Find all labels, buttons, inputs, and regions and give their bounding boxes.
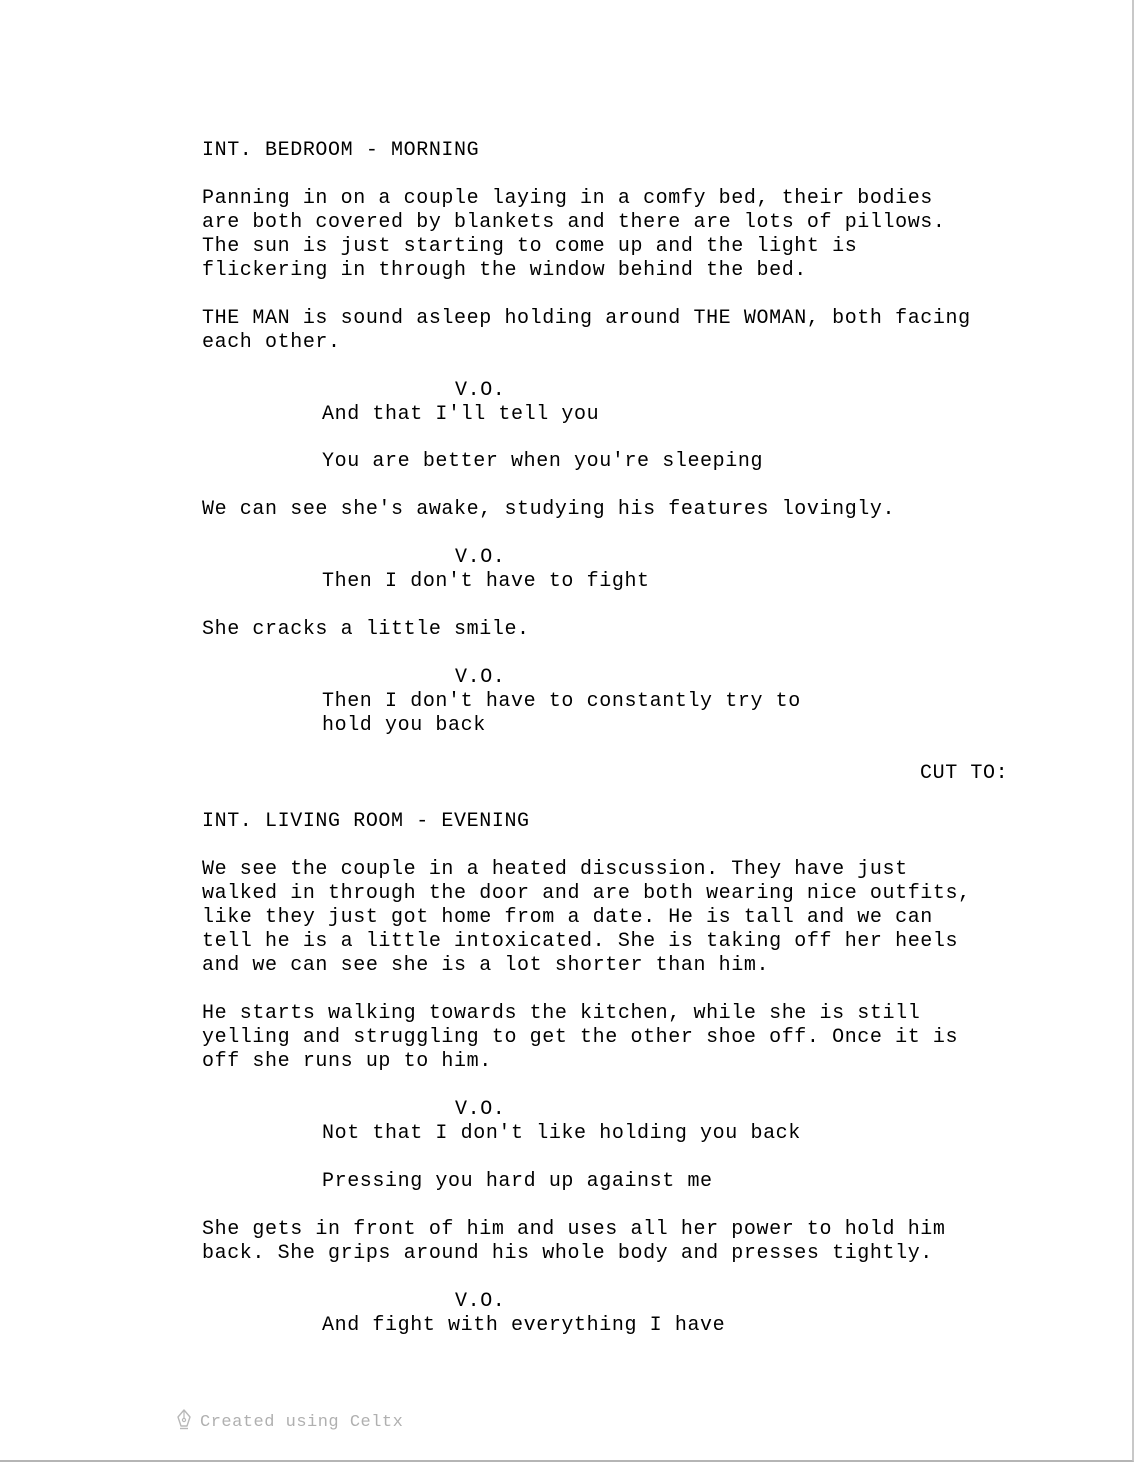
action-line: back. She grips around his whole body and presses tightly. xyxy=(202,1242,933,1265)
action-line: We see the couple in a heated discussion. They have just xyxy=(202,858,908,881)
action-line: Panning in on a couple laying in a comfy bed, their bodies xyxy=(202,187,933,210)
action-line: yelling and struggling to get the other shoe off. Once it is xyxy=(202,1026,959,1049)
action-line: like they just got home from a date. He is tall and we can xyxy=(202,906,933,929)
action-line: and we can see she is a lot shorter than him. xyxy=(202,954,770,977)
action-line: THE MAN is sound asleep holding around THE WOMAN, both facing xyxy=(202,307,971,330)
action-line: He starts walking towards the kitchen, while she is still xyxy=(202,1002,921,1025)
scene-heading: INT. LIVING ROOM - EVENING xyxy=(202,810,530,833)
celtx-footer xyxy=(176,1410,403,1434)
action-line: off she runs up to him. xyxy=(202,1050,492,1073)
action-line: walked in through the door and are both wearing nice outfits, xyxy=(202,882,971,905)
character-cue: V.O. xyxy=(455,666,506,689)
character-cue: V.O. xyxy=(455,379,506,402)
action-line: each other. xyxy=(202,331,341,354)
dialogue-line: Then I don't have to constantly try to xyxy=(322,690,801,713)
action-line: She gets in front of him and uses all her power to hold him xyxy=(202,1218,946,1241)
action-line: flickering in through the window behind the bed. xyxy=(202,259,807,282)
action-line: tell he is a little intoxicated. She is taking off her heels xyxy=(202,930,959,953)
action-line: are both covered by blankets and there are lots of pillows. xyxy=(202,211,946,234)
dialogue-line: And fight with everything I have xyxy=(322,1314,726,1337)
transition: CUT TO: xyxy=(920,762,1009,785)
action-line: The sun is just starting to come up and the light is xyxy=(202,235,858,258)
dialogue-line: Pressing you hard up against me xyxy=(322,1170,713,1193)
scene-heading: INT. BEDROOM - MORNING xyxy=(202,139,480,162)
character-cue: V.O. xyxy=(455,546,506,569)
dialogue-line: Not that I don't like holding you back xyxy=(322,1122,801,1145)
dialogue-line: Then I don't have to fight xyxy=(322,570,650,593)
action-line: She cracks a little smile. xyxy=(202,618,530,641)
action-line: We can see she's awake, studying his features lovingly. xyxy=(202,498,896,521)
pen-nib-icon xyxy=(176,1408,200,1436)
footer-text: Created using Celtx xyxy=(200,1412,404,1432)
character-cue: V.O. xyxy=(455,1098,506,1121)
dialogue-line: And that I'll tell you xyxy=(322,403,600,426)
character-cue: V.O. xyxy=(455,1290,506,1313)
dialogue-line: You are better when you're sleeping xyxy=(322,450,764,473)
dialogue-line: hold you back xyxy=(322,714,486,737)
